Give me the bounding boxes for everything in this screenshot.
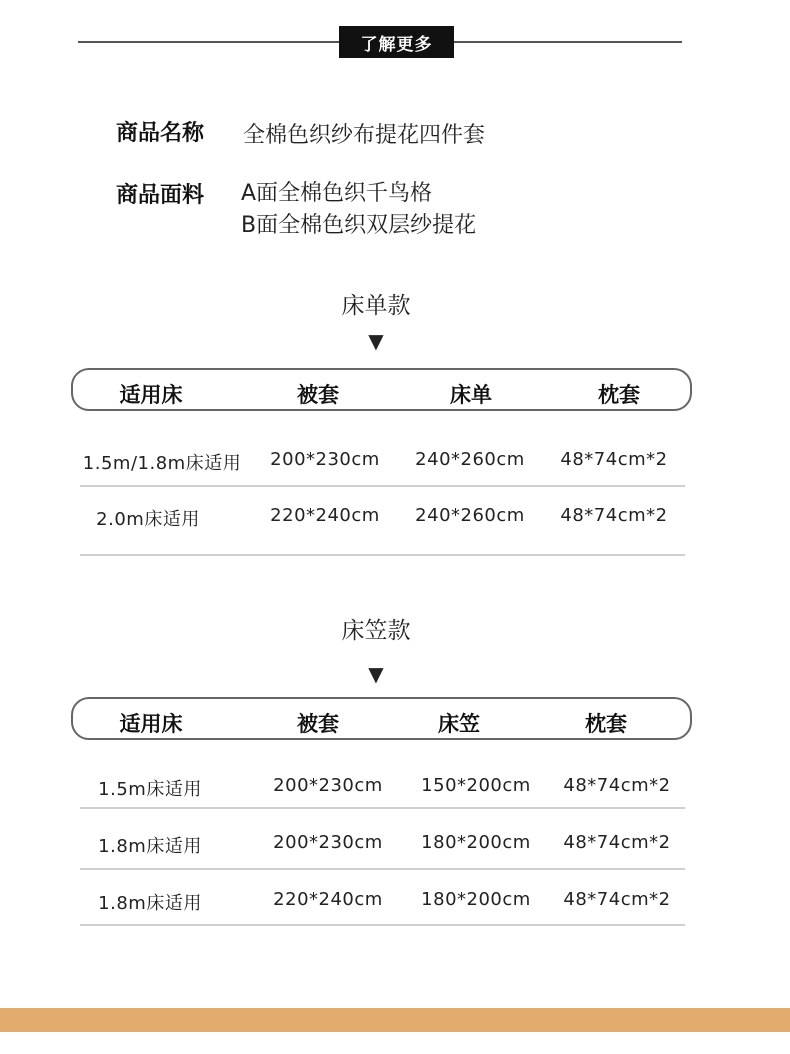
fitted-section-title: 床笠款 — [341, 618, 411, 644]
product-fabric-label: 商品面料 — [116, 183, 205, 208]
header-duvet: 被套 — [297, 712, 339, 736]
down-arrow-icon: ▼ — [368, 329, 384, 353]
bed-size-cell: 2.0m床适用 — [96, 509, 200, 530]
pillowcase-size-cell: 48*74cm*2 — [560, 505, 668, 526]
fitted-size-cell: 180*200cm — [421, 832, 531, 853]
fitted-table-header — [71, 697, 692, 740]
product-name-label: 商品名称 — [116, 121, 205, 146]
down-arrow-icon: ▼ — [368, 662, 384, 686]
row-divider — [80, 554, 685, 556]
duvet-size-cell: 200*230cm — [273, 832, 383, 853]
row-divider — [80, 485, 685, 487]
duvet-size-cell: 220*240cm — [270, 505, 380, 526]
bed-size-cell: 1.8m床适用 — [98, 893, 202, 914]
header-bed: 适用床 — [119, 383, 183, 407]
bed-size-cell: 1.5m/1.8m床适用 — [82, 453, 242, 474]
header-pillowcase: 枕套 — [585, 712, 627, 736]
product-name-value: 全棉色织纱布提花四件套 — [243, 123, 486, 148]
learn-more-badge[interactable]: 了解更多 — [339, 26, 454, 58]
table-row — [80, 437, 685, 487]
sheet-size-cell: 240*260cm — [415, 505, 525, 526]
header-pillowcase: 枕套 — [598, 383, 640, 407]
fitted-size-cell: 150*200cm — [421, 775, 531, 796]
pillowcase-size-cell: 48*74cm*2 — [563, 832, 671, 853]
duvet-size-cell: 200*230cm — [270, 449, 380, 470]
table-row — [80, 877, 685, 926]
duvet-size-cell: 220*240cm — [273, 889, 383, 910]
table-row — [80, 493, 685, 556]
bed-size-cell: 1.5m床适用 — [98, 779, 202, 800]
table-row — [80, 820, 685, 870]
sheet-table-header — [71, 368, 692, 411]
row-divider — [80, 868, 685, 870]
header-fitted-sheet: 床笠 — [438, 712, 480, 736]
fitted-size-cell: 180*200cm — [421, 889, 531, 910]
pillowcase-size-cell: 48*74cm*2 — [563, 889, 671, 910]
pillowcase-size-cell: 48*74cm*2 — [560, 449, 668, 470]
header-sheet: 床单 — [450, 383, 492, 407]
header-bed: 适用床 — [119, 712, 183, 736]
row-divider — [80, 924, 685, 926]
sheet-size-cell: 240*260cm — [415, 449, 525, 470]
fabric-line-a: A面全棉色织千鸟格 — [241, 181, 433, 206]
accent-bar — [0, 1008, 790, 1032]
row-divider — [80, 807, 685, 809]
duvet-size-cell: 200*230cm — [273, 775, 383, 796]
pillowcase-size-cell: 48*74cm*2 — [563, 775, 671, 796]
table-row — [80, 763, 685, 809]
header-duvet: 被套 — [297, 383, 339, 407]
sheet-section-title: 床单款 — [341, 293, 411, 319]
bed-size-cell: 1.8m床适用 — [98, 836, 202, 857]
fabric-line-b: B面全棉色织双层纱提花 — [241, 213, 477, 238]
